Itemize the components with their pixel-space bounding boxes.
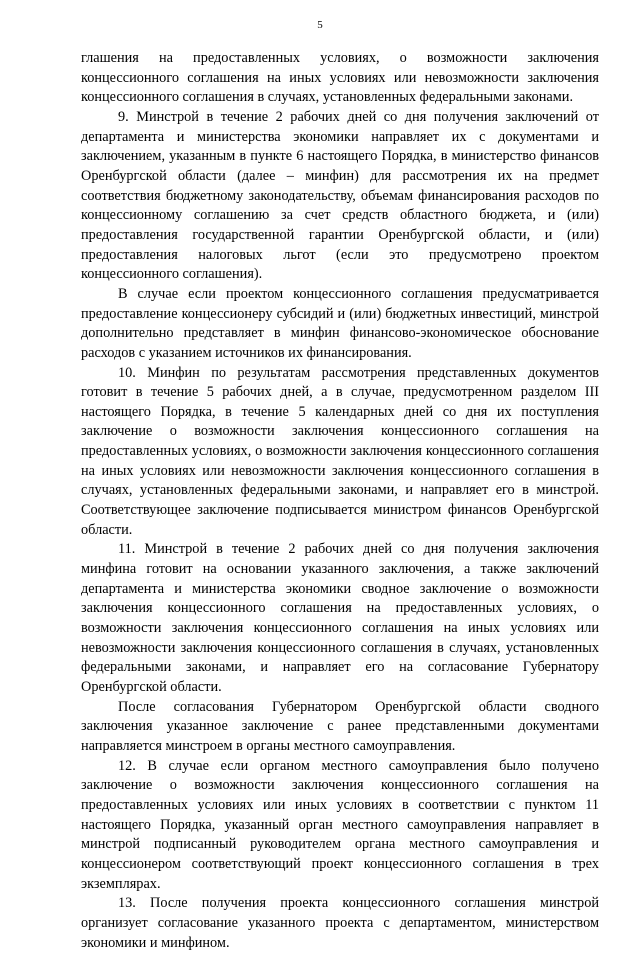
paragraph-continuation: глашения на предоставленных условиях, о возможности заключения концессионного соглашения на иных условиях или невозможности заключения концессионного соглашения в случаях, установленных федеральными законами.	[81, 50, 599, 106]
paragraph-subsidies: В случае если проектом концессионного соглашения предусматривается предоставление концессионеру субсидий и (или) бюджетных инвестиций, минстрой дополнительно представляет в минфин финансово-экономическое обоснование расходов с указанием источников их финансирования.	[81, 285, 599, 361]
paragraph-item-11: 11. Минстрой в течение 2 рабочих дней со дня получения заключения минфина готовит на основании указанного заключения, а также заключений департамента и министерства экономики сводное заключение о возможности заключения концессионного соглашения на предоставленных условиях, о возможности заключения концессионного соглашения на иных условиях или невозможности заключения концессионного соглашения в случаях, установленных федеральными законами, и направляет его на согласование Губернатору Оренбургской области.	[81, 541, 599, 695]
paragraph-governor-approval: После согласования Губернатором Оренбургской области сводного заключения указанное заключение с ранее представленными документами направляется минстроем в органы местного самоуправления.	[81, 698, 599, 754]
paragraph-item-12: 12. В случае если органом местного самоуправления было получено заключение о возможности заключения концессионного соглашения на предоставленных условиях или иных условиях в соответствии с пунктом 11 настоящего Порядка, указанный орган местного самоуправления направляет в минстрой подписанный руководителем органа местного самоуправления и концессионером соответствующий проект концессионного соглашения в трех экземплярах.	[81, 757, 599, 892]
page-number: 5	[317, 19, 323, 31]
document-body	[81, 49, 599, 953]
paragraph-item-10: 10. Минфин по результатам рассмотрения представленных документов готовит в течение 5 рабочих дней, а в случае, предусмотренном разделом III настоящего Порядка, в течение 5 календарных дней со дня их поступления заключение о возможности заключения концессионного соглашения на предоставленных условиях, о возможности заключения концессионного соглашения на иных условиях или невозможности заключения концессионного соглашения в случаях, установленных федеральными законами, и направляет его в минстрой. Соответствующее заключение подписывается министром финансов Оренбургской области.	[81, 364, 599, 538]
paragraph-item-9: 9. Минстрой в течение 2 рабочих дней со дня получения заключений от департамента и министерства экономики направляет их с документами и заключением, указанным в пункте 6 настоящего Порядка, в министерство финансов Оренбургской области (далее – минфин) для рассмотрения их на предмет соответствия бюджетному законодательству, объемам финансирования расходов по концессионному соглашению за счет средств областного бюджета, и (или) предоставления государственной гарантии Оренбургской области, и (или) предоставления налоговых льгот (если это предусмотрено проектом концессионного соглашения).	[81, 108, 599, 283]
paragraph-item-13: 13. После получения проекта концессионного соглашения минстрой организует согласование указанного проекта с департаментом, министерством экономики и минфином.	[81, 895, 599, 951]
